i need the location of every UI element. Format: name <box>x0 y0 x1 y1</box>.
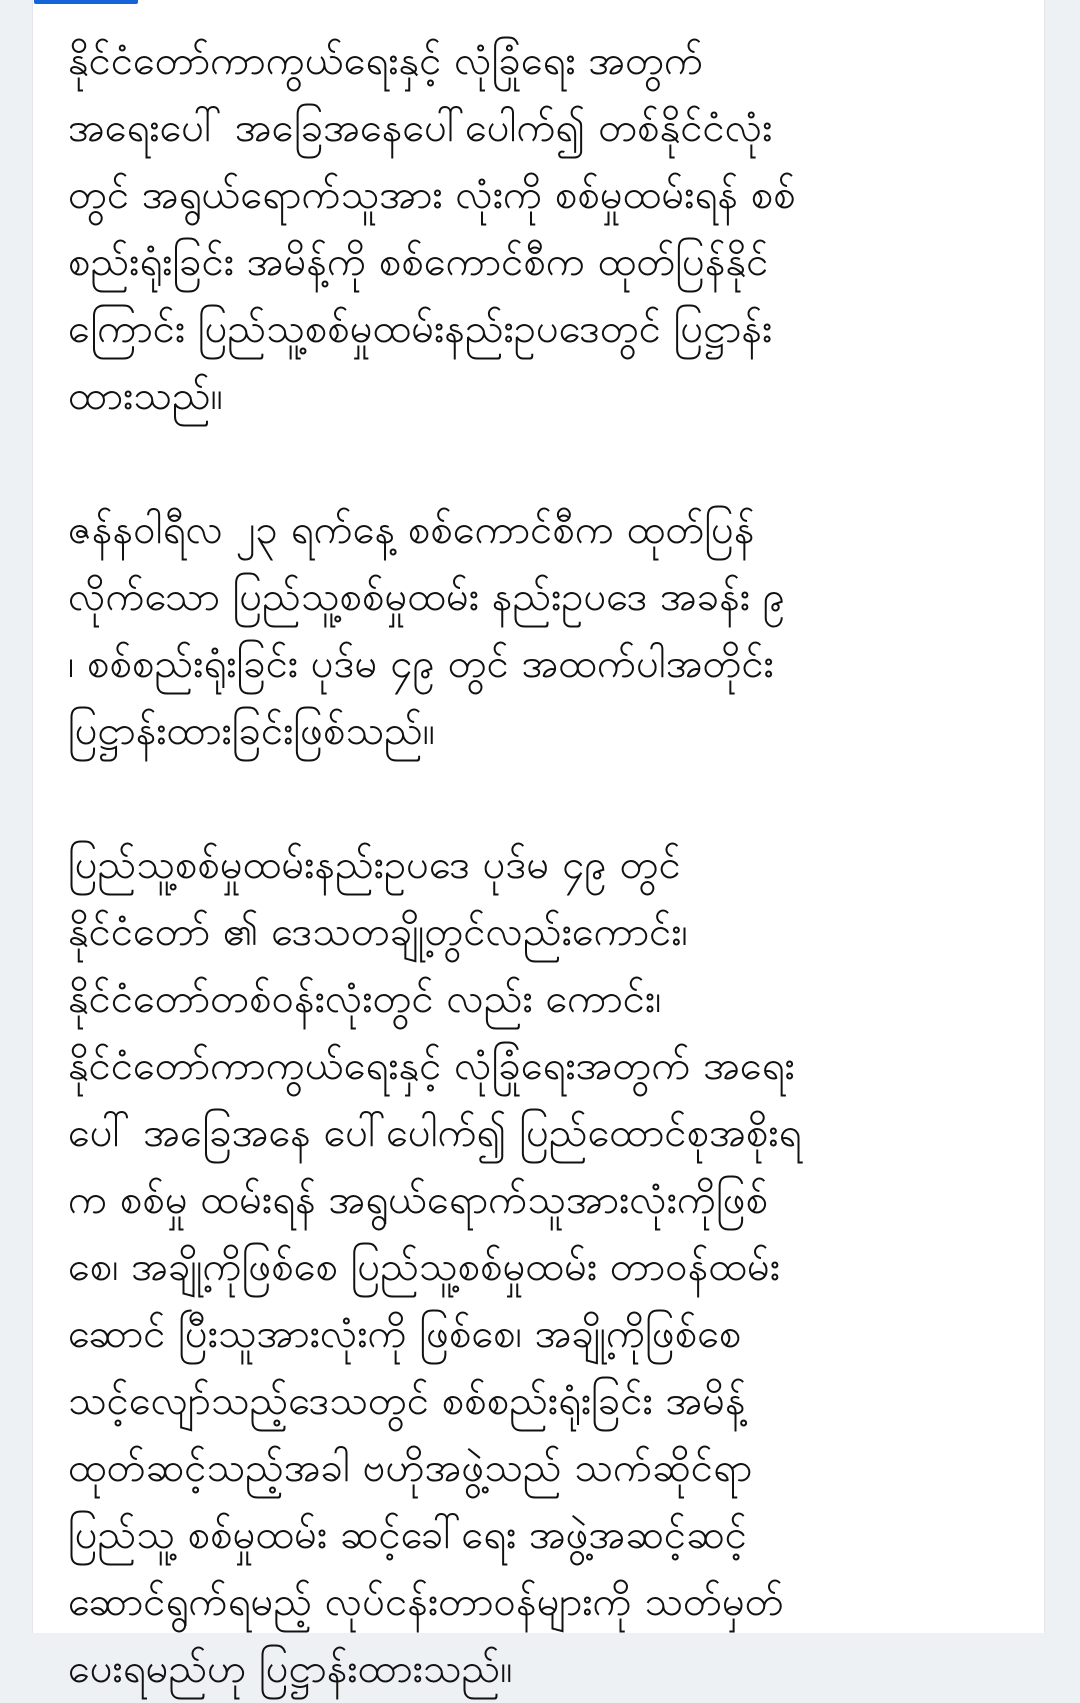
scroll-progress-indicator <box>34 0 138 4</box>
article-body <box>68 28 1018 1703</box>
article-paragraph-2: ဇန်နဝါရီလ ၂၃ ရက်နေ့ စစ်ကောင်စီက ထုတ်ပြန် လိုက်သော ပြည်သူ့စစ်မှုထမ်း နည်းဥပဒေ အခန်း ၉ ၊ စစ်စည်းရုံးခြင်း ပုဒ်မ ၄၉ တွင် အထက်ပါအတိုင်း ပြဋ္ဌာန်းထားခြင်းဖြစ်သည်။ <box>68 507 786 754</box>
page-left-edge <box>32 0 33 1633</box>
page-right-edge <box>1044 0 1045 1633</box>
article-paragraph-1: နိုင်ငံတော်ကာကွယ်ရေးနှင့် လုံခြုံရေး အတွက် အရေးပေါ် အခြေအနေပေါ်ပေါက်၍ တစ်နိုင်ငံလုံး တွင် အရွယ်ရောက်သူအား လုံးကို စစ်မှုထမ်းရန် စစ် စည်းရုံးခြင်း အမိန့်ကို စစ်ကောင်စီက ထုတ်ပြန်နိုင် ကြောင်း ပြည်သူ့စစ်မှုထမ်းနည်းဥပဒေတွင် ပြဋ္ဌာန်း ထားသည်။ <box>68 38 796 419</box>
article-paragraph-3: ပြည်သူ့စစ်မှုထမ်းနည်းဥပဒေ ပုဒ်မ ၄၉ တွင် နိုင်ငံတော် ၏ ဒေသတချို့တွင်လည်းကောင်း၊ နိုင်ငံတော်တစ်ဝန်းလုံးတွင် လည်း ကောင်း၊ နိုင်ငံတော်ကာကွယ်ရေးနှင့် လုံခြုံရေးအတွက် အရေး ပေါ် အခြေအနေ ပေါ်ပေါက်၍ ပြည်ထောင်စုအစိုးရ က စစ်မှု ထမ်းရန် အရွယ်ရောက်သူအားလုံးကိုဖြစ် စေ၊ အချို့ကိုဖြစ်စေ ပြည်သူ့စစ်မှုထမ်း တာဝန်ထမ်း ဆောင် ပြီးသူအားလုံးကို ဖြစ်စေ၊ အချို့ကိုဖြစ်စေ သင့်လျော်သည့်ဒေသတွင် စစ်စည်းရုံးခြင်း အမိန့် ထုတ်ဆင့်သည့်အခါ ဗဟိုအဖွဲ့သည် သက်ဆိုင်ရာ ပြည်သူ့ စစ်မှုထမ်း ဆင့်ခေါ်ရေး အဖွဲ့အဆင့်ဆင့် ဆောင်ရွက်ရမည့် လုပ်ငန်းတာဝန်များကို သတ်မှတ် ပေးရမည်ဟု ပြဋ္ဌာန်းထားသည်။ <box>68 842 802 1692</box>
